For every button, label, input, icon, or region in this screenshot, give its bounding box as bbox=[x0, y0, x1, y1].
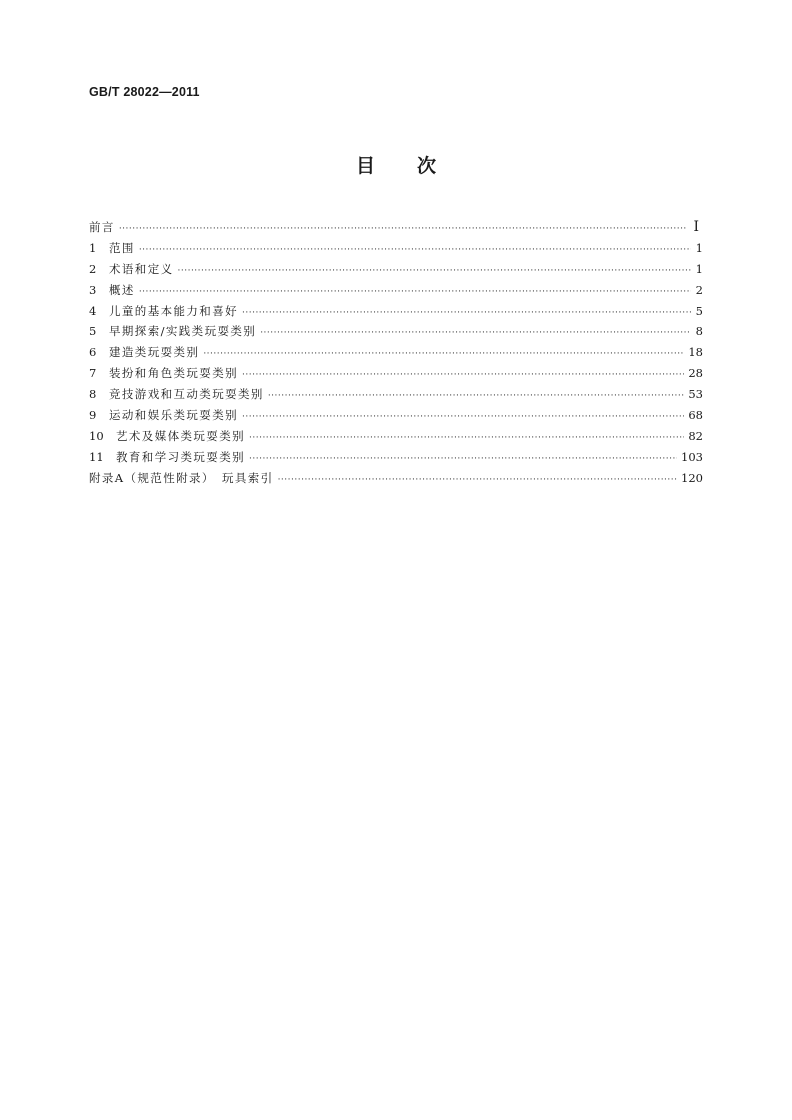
toc-entry-annex-a[interactable] bbox=[89, 468, 703, 489]
toc-entry-page: 28 bbox=[688, 366, 703, 381]
toc-entry-number: 6 bbox=[89, 345, 97, 360]
toc-entry-page: Ⅰ bbox=[693, 219, 699, 235]
toc-leader-dots bbox=[278, 470, 677, 491]
toc-leader-dots bbox=[268, 386, 685, 407]
toc-entry-page: 8 bbox=[695, 324, 703, 339]
toc-entry-label: 竞技游戏和互动类玩耍类别 bbox=[109, 387, 264, 402]
toc-leader-dots bbox=[249, 449, 677, 470]
toc-entry-label: 装扮和角色类玩耍类别 bbox=[109, 366, 238, 381]
toc-leader-dots bbox=[139, 282, 691, 303]
toc-entry-page: 5 bbox=[695, 303, 703, 318]
toc-entry-1[interactable] bbox=[89, 238, 703, 259]
toc-entry-foreword[interactable] bbox=[89, 217, 703, 238]
toc-entry-6[interactable] bbox=[89, 342, 703, 363]
toc-entry-number: 7 bbox=[89, 366, 97, 381]
toc-leader-dots bbox=[242, 407, 684, 428]
toc-entry-label: 术语和定义 bbox=[109, 261, 174, 276]
toc-entry-number: 3 bbox=[89, 282, 97, 297]
toc-entry-page: 103 bbox=[681, 449, 703, 464]
toc-entry-number: 2 bbox=[89, 261, 97, 276]
toc-entry-7[interactable] bbox=[89, 363, 703, 384]
toc-entry-page: 18 bbox=[688, 345, 703, 360]
toc-leader-dots bbox=[178, 261, 692, 282]
toc-entry-label: 前言 bbox=[89, 220, 115, 234]
toc-entry-8[interactable] bbox=[89, 384, 703, 405]
toc-entry-3[interactable] bbox=[89, 280, 703, 301]
toc-entry-page: 53 bbox=[688, 387, 703, 402]
toc-entry-label: 儿童的基本能力和喜好 bbox=[109, 303, 238, 318]
toc-entry-label: 附录A（规范性附录） 玩具索引 bbox=[89, 470, 274, 485]
toc-leader-dots bbox=[242, 365, 684, 386]
toc-entry-page: 120 bbox=[681, 470, 703, 485]
toc-entry-11[interactable] bbox=[89, 447, 703, 468]
toc-leader-dots bbox=[249, 428, 684, 449]
toc-entry-number: 9 bbox=[89, 408, 97, 423]
toc-leader-dots bbox=[260, 323, 691, 344]
toc-entry-page: 68 bbox=[688, 408, 703, 423]
toc-entry-number: 10 bbox=[89, 428, 104, 443]
toc-entry-number: 5 bbox=[89, 324, 97, 339]
toc-entry-page: 82 bbox=[688, 428, 703, 443]
toc-leader-dots bbox=[139, 240, 691, 261]
toc-entry-4[interactable] bbox=[89, 301, 703, 322]
toc-entry-label: 概述 bbox=[109, 282, 135, 297]
toc-entry-label: 运动和娱乐类玩耍类别 bbox=[109, 408, 238, 423]
toc-entry-5[interactable] bbox=[89, 321, 703, 342]
page-title: 目次 bbox=[355, 155, 478, 177]
toc-entry-page: 1 bbox=[695, 240, 703, 255]
table-of-contents bbox=[89, 217, 703, 489]
toc-entry-label: 艺术及媒体类玩耍类别 bbox=[116, 428, 245, 443]
toc-entry-number: 8 bbox=[89, 387, 97, 402]
toc-leader-dots bbox=[203, 344, 684, 365]
toc-entry-label: 早期探索/实践类玩耍类别 bbox=[109, 324, 257, 339]
toc-entry-9[interactable] bbox=[89, 405, 703, 426]
toc-entry-number: 4 bbox=[89, 303, 97, 318]
toc-entry-10[interactable] bbox=[89, 426, 703, 447]
toc-entry-label: 教育和学习类玩耍类别 bbox=[116, 449, 245, 464]
toc-entry-number: 1 bbox=[89, 240, 97, 255]
toc-entry-number: 11 bbox=[89, 449, 104, 464]
toc-entry-2[interactable] bbox=[89, 259, 703, 280]
standard-number: GB/T 28022—2011 bbox=[89, 85, 200, 99]
toc-entry-label: 范围 bbox=[109, 240, 135, 255]
toc-entry-page: 1 bbox=[695, 261, 703, 276]
toc-leader-dots bbox=[242, 303, 691, 324]
toc-entry-page: 2 bbox=[695, 282, 703, 297]
toc-entry-label: 建造类玩耍类别 bbox=[109, 345, 200, 360]
toc-leader-dots bbox=[119, 219, 687, 240]
